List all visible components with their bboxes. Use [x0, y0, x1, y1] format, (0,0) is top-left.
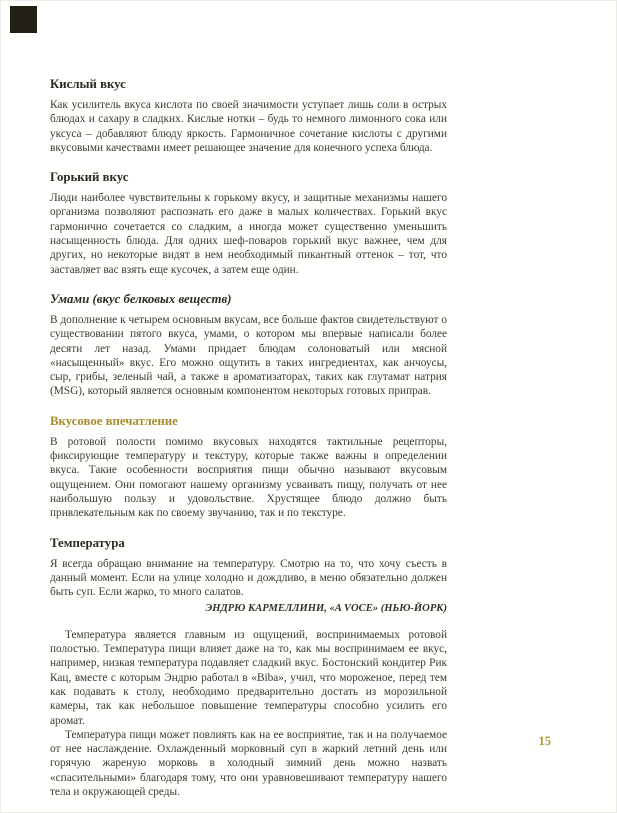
paragraph-bitter-taste: Люди наиболее чувствительны к горькому вкусу, и защитные механизмы нашего организма позволяют распознать его даже в малых количествах. Горький вкус гармонично сочетается со сладким, а иногда может существенно уменьшить насыщенность блюда. Для одних шеф-поваров горький вкус важнее, чем для других, но некоторые видят в нем необходимый пикантный оттенок – тот, что заставляет вас взять еще кусочек, а затем еще один.: [50, 192, 447, 276]
corner-mark-square: [10, 6, 37, 33]
heading-taste-impression: Вкусовое впечатление: [50, 413, 178, 428]
heading-sour-taste: Кислый вкус: [50, 77, 126, 91]
paragraph-taste-impression: В ротовой полости помимо вкусовых находятся тактильные рецепторы, фиксирующие температуру и текстуру, которые также важны в определении вкуса. Такие особенности восприятия пищи обычно называют вкусовым ощущением. Они помогают нашему организму усваивать пищу, получать от нее наибольшую пользу и удовольствие. Хрустящее блюдо должно быть привлекательным как по своему звучанию, так и по текстуре.: [50, 435, 447, 520]
heading-umami: Умами (вкус белковых веществ): [50, 291, 232, 306]
paragraph-temperature-2: Температура пищи может повлиять как на ее восприятие, так и на получаемое от нее наслаждение. Охлажденный морковный суп в жаркий летний день или горячую жареную морковь в холодный зимний день можно назвать «спасительными» благодаря тому, что они уравновешивают температуру нашего тела и окружающей среды.: [50, 728, 447, 798]
quote-attribution: ЭНДРЮ КАРМЕЛЛИНИ, «A VOCE» (НЬЮ-ЙОРК): [205, 603, 447, 615]
page-number: 15: [538, 734, 551, 748]
paragraph-temperature-1: Температура является главным из ощущений, воспринимаемых ротовой полостью. Температура пищи влияет даже на то, как мы воспринимаем ее вкус, например, низкая температура подавляет сладкий вкус. Бостонский кондитер Рик Кац, вместе с которым Эндрю работал в «Biba», учил, что мороженое, перед тем как подавать к столу, необходимо предварительно достать из морозильной камеры, так как небольшое повышение температуры способно усилить его аромат.: [50, 628, 447, 727]
paragraph-sour-taste: Как усилитель вкуса кислота по своей значимости уступает лишь соли в острых блюдах и сахару в сладких. Кислые нотки – будь то немного лимонного сока или уксуса – добавляют блюду яркость. Гармоничное сочетание кислоты с другими вкусовыми качествами имеет решающее значение для конечного успеха блюда.: [50, 99, 447, 154]
heading-bitter-taste: Горький вкус: [50, 170, 129, 185]
text-column: [50, 77, 447, 799]
paragraph-umami: В дополнение к четырем основным вкусам, все больше фактов свидетельствуют о существовании пятого вкуса, умами, о котором мы впервые написали более десяти лет назад. Умами придает блюдам солоноватый или мясной «насыщенный» вкус. Его можно ощутить в таких ингредиентах, как анчоусы, сыр, грибы, зеленый чай, а также в ароматизаторах, таких как глутамат натрия (MSG), который является основным компонентом некоторых готовых приправ.: [50, 313, 447, 398]
quote-temperature: Я всегда обращаю внимание на температуру. Смотрю на то, что хочу съесть в данный момент. Если на улице холодно и дождливо, в меню обязательно должен быть суп. Если жарко, то много салатов.: [50, 557, 447, 599]
heading-temperature: Температура: [50, 535, 125, 550]
